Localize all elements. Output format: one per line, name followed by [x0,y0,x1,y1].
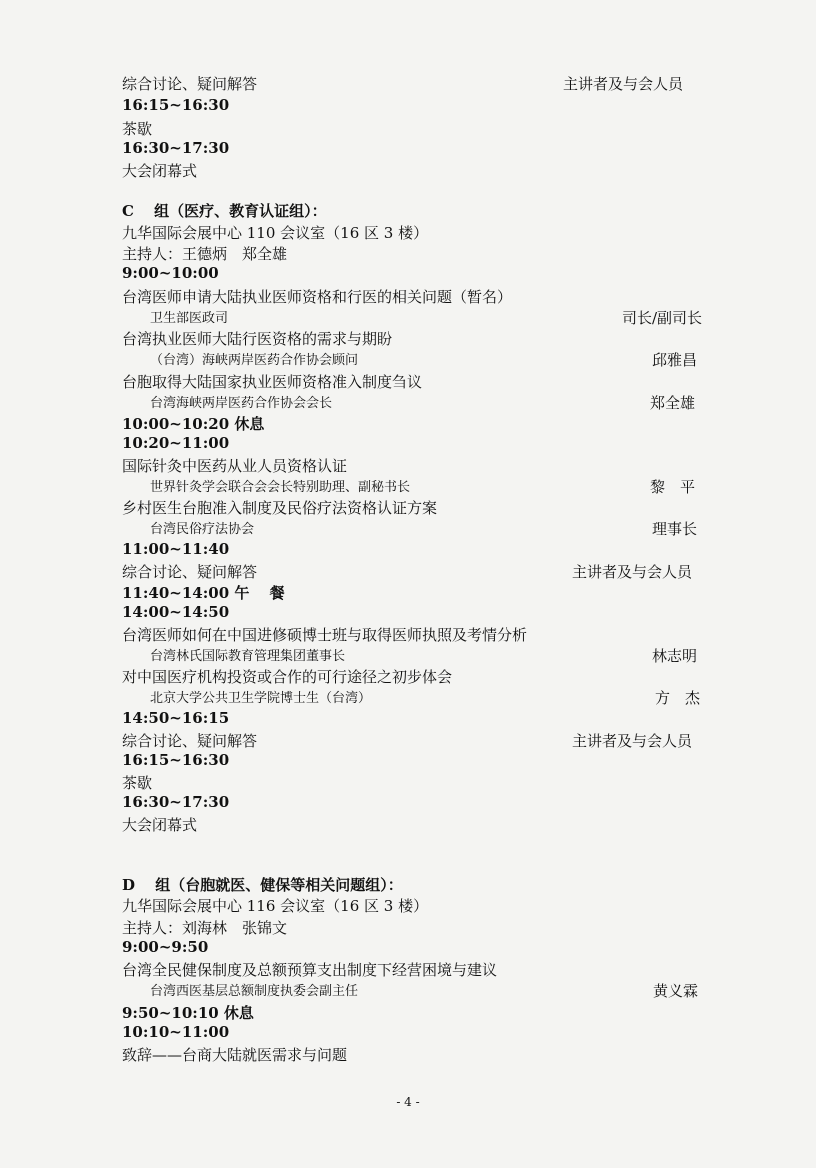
agenda-line [0,730,816,752]
time-slot: 11:00~11:40 [122,540,230,558]
time-slot: 14:00~14:50 [122,603,230,621]
agenda-text: 综合讨论、疑问解答 [122,732,258,750]
time-slot: 14:50~16:15 [122,709,230,727]
agenda-text: 主持人：王德炳 郑全雄 [122,245,288,263]
agenda-line [0,413,816,435]
time-slot: 10:00~10:20 休息 [122,415,265,433]
agenda-line [0,793,816,815]
agenda-line [0,264,816,286]
agenda-line [0,96,816,118]
section-heading: C 组（医疗、教育认证组）： [122,202,327,220]
speaker-affiliation: 卫生部医政司 [150,311,229,326]
speaker-name: 郑全雄 [650,394,696,412]
speaker-affiliation: （台湾）海峡两岸医药合作协会顾问 [150,353,359,368]
speaker-name: 主讲者及与会人员 [572,732,693,750]
agenda-line [0,455,816,477]
speaker-name: 方 杰 [655,689,701,707]
agenda-line [0,497,816,519]
agenda-line [0,874,816,896]
agenda-line [0,1044,816,1066]
agenda-text: 乡村医生台胞准入制度及民俗疗法资格认证方案 [122,499,438,517]
agenda-text: 九华国际会展中心 110 会议室（16 区 3 楼） [122,224,429,242]
speaker-affiliation: 台湾西医基层总额制度执委会副主任 [150,984,359,999]
agenda-text: 综合讨论、疑问解答 [122,563,258,581]
time-slot: 11:40~14:00 午 餐 [122,584,285,602]
agenda-line [0,540,816,562]
speaker-name: 邱雅昌 [652,351,698,369]
time-slot: 10:20~11:00 [122,434,230,452]
agenda-line [0,1002,816,1024]
speaker-name: 主讲者及与会人员 [563,75,684,93]
agenda-line [0,582,816,604]
time-slot: 16:15~16:30 [122,751,230,769]
agenda-text: 综合讨论、疑问解答 [122,75,258,93]
agenda-line [0,139,816,161]
section-heading: D 组（台胞就医、健保等相关问题组）： [122,876,403,894]
agenda-line [0,645,816,667]
agenda-line [0,980,816,1002]
speaker-affiliation: 台湾林氏国际教育管理集团董事长 [150,649,346,664]
agenda-line [0,392,816,414]
agenda-line [0,160,816,182]
page-number: - 4 - [396,1095,420,1109]
time-slot: 10:10~11:00 [122,1023,230,1041]
agenda-line [0,959,816,981]
agenda-line [0,518,816,540]
time-slot: 16:30~17:30 [122,793,230,811]
speaker-name: 理事长 [652,520,698,538]
agenda-line [0,371,816,393]
agenda-line [0,118,816,140]
agenda-line [0,687,816,709]
agenda-line [0,814,816,836]
agenda-text: 致辞——台商大陆就医需求与问题 [122,1046,348,1064]
agenda-line [0,709,816,731]
agenda-line [0,434,816,456]
speaker-name: 林志明 [652,647,698,665]
speaker-affiliation: 北京大学公共卫生学院博士生（台湾） [150,691,372,706]
agenda-text: 茶歇 [122,774,153,792]
time-slot: 9:00~9:50 [122,938,209,956]
agenda-line [0,938,816,960]
agenda-line [0,349,816,371]
speaker-affiliation: 世界针灸学会联合会会长特别助理、副秘书长 [150,480,411,495]
agenda-text: 台胞取得大陆国家执业医师资格准入制度刍议 [122,373,423,391]
agenda-text: 茶歇 [122,120,153,138]
agenda-line [0,200,816,222]
time-slot: 9:50~10:10 休息 [122,1004,254,1022]
agenda-text: 台湾医师申请大陆执业医师资格和行医的相关问题（暂名） [122,288,513,306]
speaker-name: 主讲者及与会人员 [572,563,693,581]
agenda-line [0,917,816,939]
agenda-line [0,222,816,244]
agenda-line [0,603,816,625]
speaker-affiliation: 台湾民俗疗法协会 [150,522,255,537]
speaker-name: 黎 平 [650,478,696,496]
time-slot: 16:15~16:30 [122,96,230,114]
agenda-line [0,772,816,794]
agenda-line [0,895,816,917]
agenda-text: 主持人：刘海林 张锦文 [122,919,288,937]
agenda-line [0,751,816,773]
speaker-name: 司长/副司长 [622,309,703,327]
agenda-line [0,476,816,498]
time-slot: 9:00~10:00 [122,264,219,282]
agenda-line [0,286,816,308]
agenda-line [0,328,816,350]
agenda-text: 台湾执业医师大陆行医资格的需求与期盼 [122,330,393,348]
agenda-text: 台湾全民健保制度及总额预算支出制度下经营困境与建议 [122,961,498,979]
agenda-line [0,666,816,688]
agenda-text: 大会闭幕式 [122,162,198,180]
agenda-line [0,243,816,265]
agenda-text: 九华国际会展中心 116 会议室（16 区 3 楼） [122,897,429,915]
speaker-affiliation: 台湾海峡两岸医药合作协会会长 [150,396,333,411]
agenda-line [0,624,816,646]
speaker-name: 黄义霖 [653,982,699,1000]
agenda-line [0,561,816,583]
agenda-line [0,1023,816,1045]
agenda-text: 国际针灸中医药从业人员资格认证 [122,457,348,475]
agenda-text: 大会闭幕式 [122,816,198,834]
agenda-line [0,307,816,329]
time-slot: 16:30~17:30 [122,139,230,157]
agenda-text: 对中国医疗机构投资或合作的可行途径之初步体会 [122,668,453,686]
agenda-text: 台湾医师如何在中国进修硕博士班与取得医师执照及考情分析 [122,626,528,644]
agenda-line [0,73,816,95]
